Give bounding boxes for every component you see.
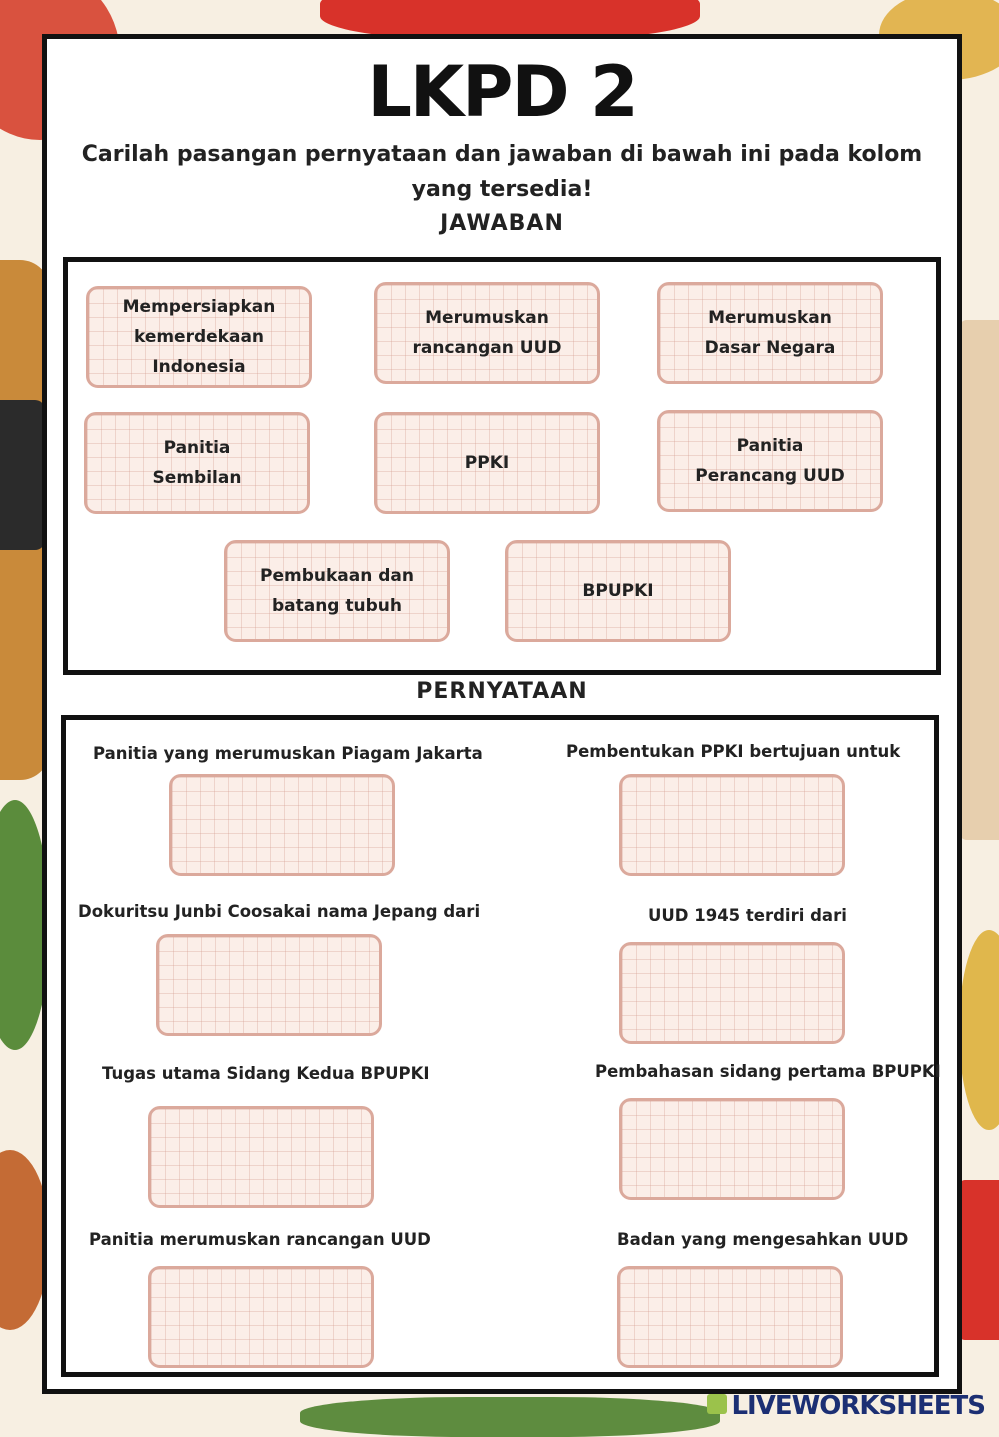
background-decoration xyxy=(959,320,999,840)
answer-drop-box[interactable] xyxy=(619,942,845,1044)
statement-text: Pembentukan PPKI bertujuan untuk xyxy=(566,742,901,761)
statement-text: UUD 1945 terdiri dari xyxy=(648,906,847,925)
worksheet-title: LKPD 2 xyxy=(367,51,637,133)
answers-label: JAWABAN xyxy=(440,211,564,236)
statement-text: Dokuritsu Junbi Coosakai nama Jepang dari xyxy=(78,902,481,921)
answer-card-label: PPKI xyxy=(464,453,510,473)
statements-label: PERNYATAAN xyxy=(416,679,588,704)
statement-text: Pembahasan sidang pertama BPUPKI xyxy=(595,1062,941,1081)
background-decoration xyxy=(959,930,999,1130)
answer-card[interactable] xyxy=(374,412,600,514)
answer-card[interactable] xyxy=(224,540,450,642)
answer-card-label: Mempersiapkan kemerdekaan Indonesia xyxy=(122,297,276,377)
answer-card-label: Merumuskan Dasar Negara xyxy=(704,308,836,358)
statement-text: Badan yang mengesahkan UUD xyxy=(617,1230,909,1249)
answer-drop-box[interactable] xyxy=(619,774,845,876)
answer-card[interactable] xyxy=(505,540,731,642)
instruction-text: Carilah pasangan pernyataan dan jawaban di bawah ini pada kolom yang tersedia! xyxy=(81,142,923,202)
answer-card-label: BPUPKI xyxy=(582,581,654,601)
answers-panel xyxy=(63,257,941,675)
logo-text: LIVEWORKSHEETS xyxy=(731,1391,985,1421)
answer-card-label: Panitia Perancang UUD xyxy=(695,436,845,486)
logo-icon xyxy=(707,1394,727,1414)
answer-card[interactable] xyxy=(86,286,312,388)
answer-card[interactable] xyxy=(374,282,600,384)
answer-drop-box[interactable] xyxy=(148,1266,374,1368)
answer-drop-box[interactable] xyxy=(619,1098,845,1200)
statement-text: Panitia yang merumuskan Piagam Jakarta xyxy=(93,744,483,763)
background-decoration xyxy=(959,1180,999,1340)
answer-card[interactable] xyxy=(84,412,310,514)
worksheet xyxy=(42,34,962,1394)
answer-card[interactable] xyxy=(657,282,883,384)
answer-drop-box[interactable] xyxy=(156,934,382,1036)
answer-drop-box[interactable] xyxy=(169,774,395,876)
answer-drop-box[interactable] xyxy=(617,1266,843,1368)
statement-text: Tugas utama Sidang Kedua BPUPKI xyxy=(102,1064,430,1083)
liveworksheets-logo xyxy=(707,1391,985,1421)
answer-card[interactable] xyxy=(657,410,883,512)
background-decoration xyxy=(0,400,45,550)
answer-card-label: Pembukaan dan batang tubuh xyxy=(260,566,414,616)
answer-card-label: Merumuskan rancangan UUD xyxy=(412,308,562,358)
answer-card-label: Panitia Sembilan xyxy=(152,438,242,488)
answer-drop-box[interactable] xyxy=(148,1106,374,1208)
statements-panel xyxy=(61,715,939,1377)
background-decoration xyxy=(300,1397,720,1437)
statement-text: Panitia merumuskan rancangan UUD xyxy=(89,1230,431,1249)
